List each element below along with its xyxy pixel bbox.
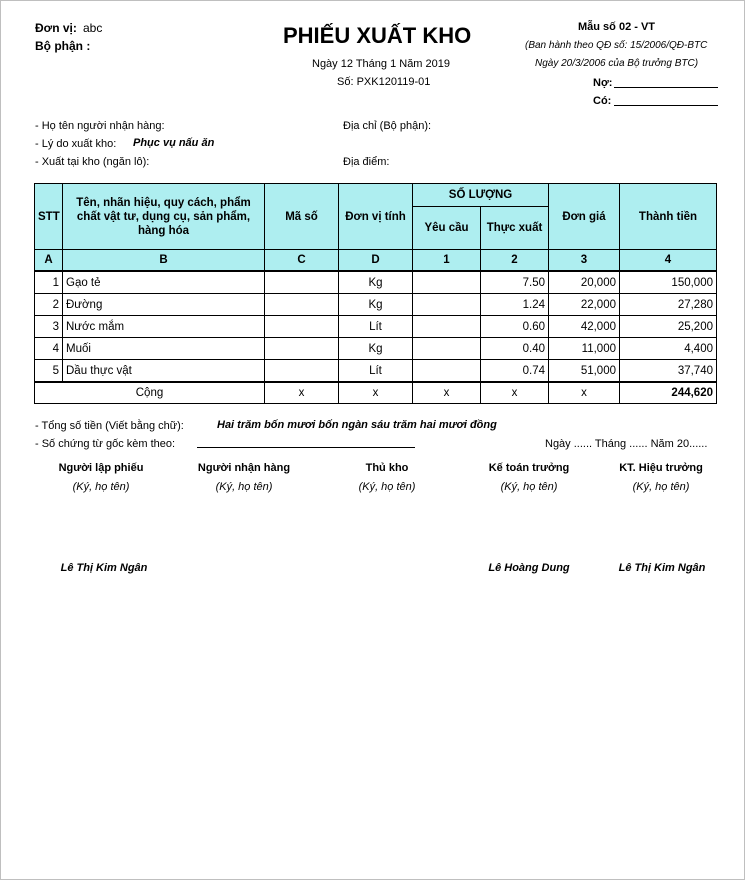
cell-thanh-tien: 4,400 bbox=[620, 338, 717, 360]
cell-ma-so bbox=[265, 294, 339, 316]
table-row bbox=[35, 294, 717, 316]
total-dvt: x bbox=[339, 382, 413, 404]
table-row bbox=[35, 271, 717, 294]
don-vi-label: Đơn vị: bbox=[35, 21, 77, 35]
tong-so-tien-label: - Tổng số tiền (Viết bằng chữ): bbox=[35, 420, 184, 432]
cell-don-gia: 11,000 bbox=[549, 338, 620, 360]
date-line: Ngày 12 Tháng 1 Năm 2019 bbox=[312, 58, 450, 70]
cell-don-gia: 51,000 bbox=[549, 360, 620, 383]
chung-tu-line bbox=[197, 447, 415, 448]
header-ten: Tên, nhãn hiệu, quy cách, phẩm chất vật tư, dụng cụ, sản phẩm, hàng hóa bbox=[63, 184, 265, 250]
signature-name-4: Lê Hoàng Dung bbox=[488, 562, 570, 574]
cell-thuc-xuat: 1.24 bbox=[481, 294, 549, 316]
cell-don-gia: 42,000 bbox=[549, 316, 620, 338]
cell-thanh-tien: 25,200 bbox=[620, 316, 717, 338]
letter-1: 1 bbox=[413, 250, 481, 272]
table-row bbox=[35, 360, 717, 383]
bo-phan-label: Bộ phận : bbox=[35, 39, 91, 53]
cell-dvt: Kg bbox=[339, 271, 413, 294]
signature-note-3: (Ký, họ tên) bbox=[358, 481, 416, 493]
letter-b: B bbox=[63, 250, 265, 272]
header-yeu-cau: Yêu cầu bbox=[413, 207, 481, 250]
letter-c: C bbox=[265, 250, 339, 272]
cell-stt: 3 bbox=[35, 316, 63, 338]
cell-yeu-cau bbox=[413, 294, 481, 316]
signature-name-5: Lê Thị Kim Ngân bbox=[618, 562, 706, 574]
cell-ma-so bbox=[265, 316, 339, 338]
ngay-line: Ngày ...... Tháng ...... Năm 20...... bbox=[545, 438, 708, 450]
signature-role-4: Kế toán trưởng bbox=[488, 462, 570, 474]
cell-ma-so bbox=[265, 338, 339, 360]
cell-don-gia: 20,000 bbox=[549, 271, 620, 294]
header-don-gia: Đơn giá bbox=[549, 184, 620, 250]
header-so-luong: SỐ LƯỢNG bbox=[413, 184, 549, 207]
cell-thuc-xuat: 0.40 bbox=[481, 338, 549, 360]
dia-diem-label: Địa điểm: bbox=[343, 156, 390, 168]
cell-stt: 2 bbox=[35, 294, 63, 316]
letter-a: A bbox=[35, 250, 63, 272]
table-row bbox=[35, 316, 717, 338]
cell-stt: 1 bbox=[35, 271, 63, 294]
cell-stt: 4 bbox=[35, 338, 63, 360]
co-line bbox=[614, 105, 718, 106]
total-don-gia: x bbox=[549, 382, 620, 404]
page-title: PHIẾU XUẤT KHO bbox=[283, 23, 472, 48]
signature-note-5: (Ký, họ tên) bbox=[632, 481, 690, 493]
ban-hanh-line-1: (Ban hành theo QĐ số: 15/2006/QĐ-BTC bbox=[525, 40, 708, 51]
xuat-tai-label: - Xuất tại kho (ngăn lô): bbox=[35, 156, 150, 168]
cell-ten: Muối bbox=[63, 338, 265, 360]
signature-role-5: KT. Hiệu trưởng bbox=[619, 462, 703, 474]
header-ma-so: Mã số bbox=[265, 184, 339, 250]
co-label: Có: bbox=[593, 95, 612, 107]
cell-thuc-xuat: 7.50 bbox=[481, 271, 549, 294]
header-thanh-tien: Thành tiền bbox=[620, 184, 717, 250]
ho-ten-label: - Họ tên người nhận hàng: bbox=[35, 120, 165, 132]
table-row bbox=[35, 338, 717, 360]
dia-chi-label: Địa chỉ (Bộ phận): bbox=[343, 120, 432, 132]
cell-yeu-cau bbox=[413, 338, 481, 360]
total-row bbox=[35, 382, 717, 404]
chung-tu-label: - Số chứng từ gốc kèm theo: bbox=[35, 438, 176, 450]
signature-note-1: (Ký, họ tên) bbox=[72, 481, 130, 493]
cell-ten: Nước mắm bbox=[63, 316, 265, 338]
cell-dvt: Lít bbox=[339, 316, 413, 338]
total-label: Cộng bbox=[35, 382, 265, 404]
cell-don-gia: 22,000 bbox=[549, 294, 620, 316]
cell-dvt: Lít bbox=[339, 360, 413, 383]
document-number: Số: PXK120119-01 bbox=[337, 76, 431, 88]
cell-thanh-tien: 37,740 bbox=[620, 360, 717, 383]
letter-d: D bbox=[339, 250, 413, 272]
total-yeu-cau: x bbox=[413, 382, 481, 404]
don-vi-value: abc bbox=[83, 21, 103, 35]
cell-ma-so bbox=[265, 271, 339, 294]
header-don-vi-tinh: Đơn vị tính bbox=[339, 184, 413, 250]
signature-role-3: Thủ kho bbox=[365, 462, 409, 474]
cell-thanh-tien: 27,280 bbox=[620, 294, 717, 316]
cell-dvt: Kg bbox=[339, 338, 413, 360]
cell-dvt: Kg bbox=[339, 294, 413, 316]
cell-yeu-cau bbox=[413, 360, 481, 383]
header-stt: STT bbox=[35, 184, 63, 250]
total-thanh-tien: 244,620 bbox=[620, 382, 717, 404]
total-thuc-xuat: x bbox=[481, 382, 549, 404]
ly-do-value: Phục vụ nấu ăn bbox=[133, 137, 215, 149]
items-table bbox=[34, 183, 717, 404]
cell-ten: Gạo tẻ bbox=[63, 271, 265, 294]
cell-thuc-xuat: 0.60 bbox=[481, 316, 549, 338]
ban-hanh-line-2: Ngày 20/3/2006 của Bộ trưởng BTC) bbox=[535, 58, 699, 69]
mau-so: Mẫu số 02 - VT bbox=[578, 21, 656, 33]
ly-do-label: - Lý do xuất kho: bbox=[35, 138, 117, 150]
cell-ma-so bbox=[265, 360, 339, 383]
letter-3: 3 bbox=[549, 250, 620, 272]
signature-note-2: (Ký, họ tên) bbox=[215, 481, 273, 493]
signature-role-2: Người nhận hàng bbox=[197, 462, 291, 474]
cell-thanh-tien: 150,000 bbox=[620, 271, 717, 294]
no-line bbox=[614, 87, 718, 88]
letter-2: 2 bbox=[481, 250, 549, 272]
signature-role-1: Người lập phiếu bbox=[58, 462, 144, 474]
signature-name-1: Lê Thị Kim Ngân bbox=[60, 562, 148, 574]
no-label: Nợ: bbox=[593, 77, 613, 89]
cell-thuc-xuat: 0.74 bbox=[481, 360, 549, 383]
cell-yeu-cau bbox=[413, 271, 481, 294]
tong-so-tien-value: Hai trăm bốn mươi bốn ngàn sáu trăm hai mươi đồng bbox=[217, 419, 497, 431]
cell-yeu-cau bbox=[413, 316, 481, 338]
header-thuc-xuat: Thực xuất bbox=[481, 207, 549, 250]
signature-note-4: (Ký, họ tên) bbox=[500, 481, 558, 493]
cell-ten: Đường bbox=[63, 294, 265, 316]
letter-4: 4 bbox=[620, 250, 717, 272]
cell-stt: 5 bbox=[35, 360, 63, 383]
total-ma-so: x bbox=[265, 382, 339, 404]
cell-ten: Dầu thực vật bbox=[63, 360, 265, 383]
